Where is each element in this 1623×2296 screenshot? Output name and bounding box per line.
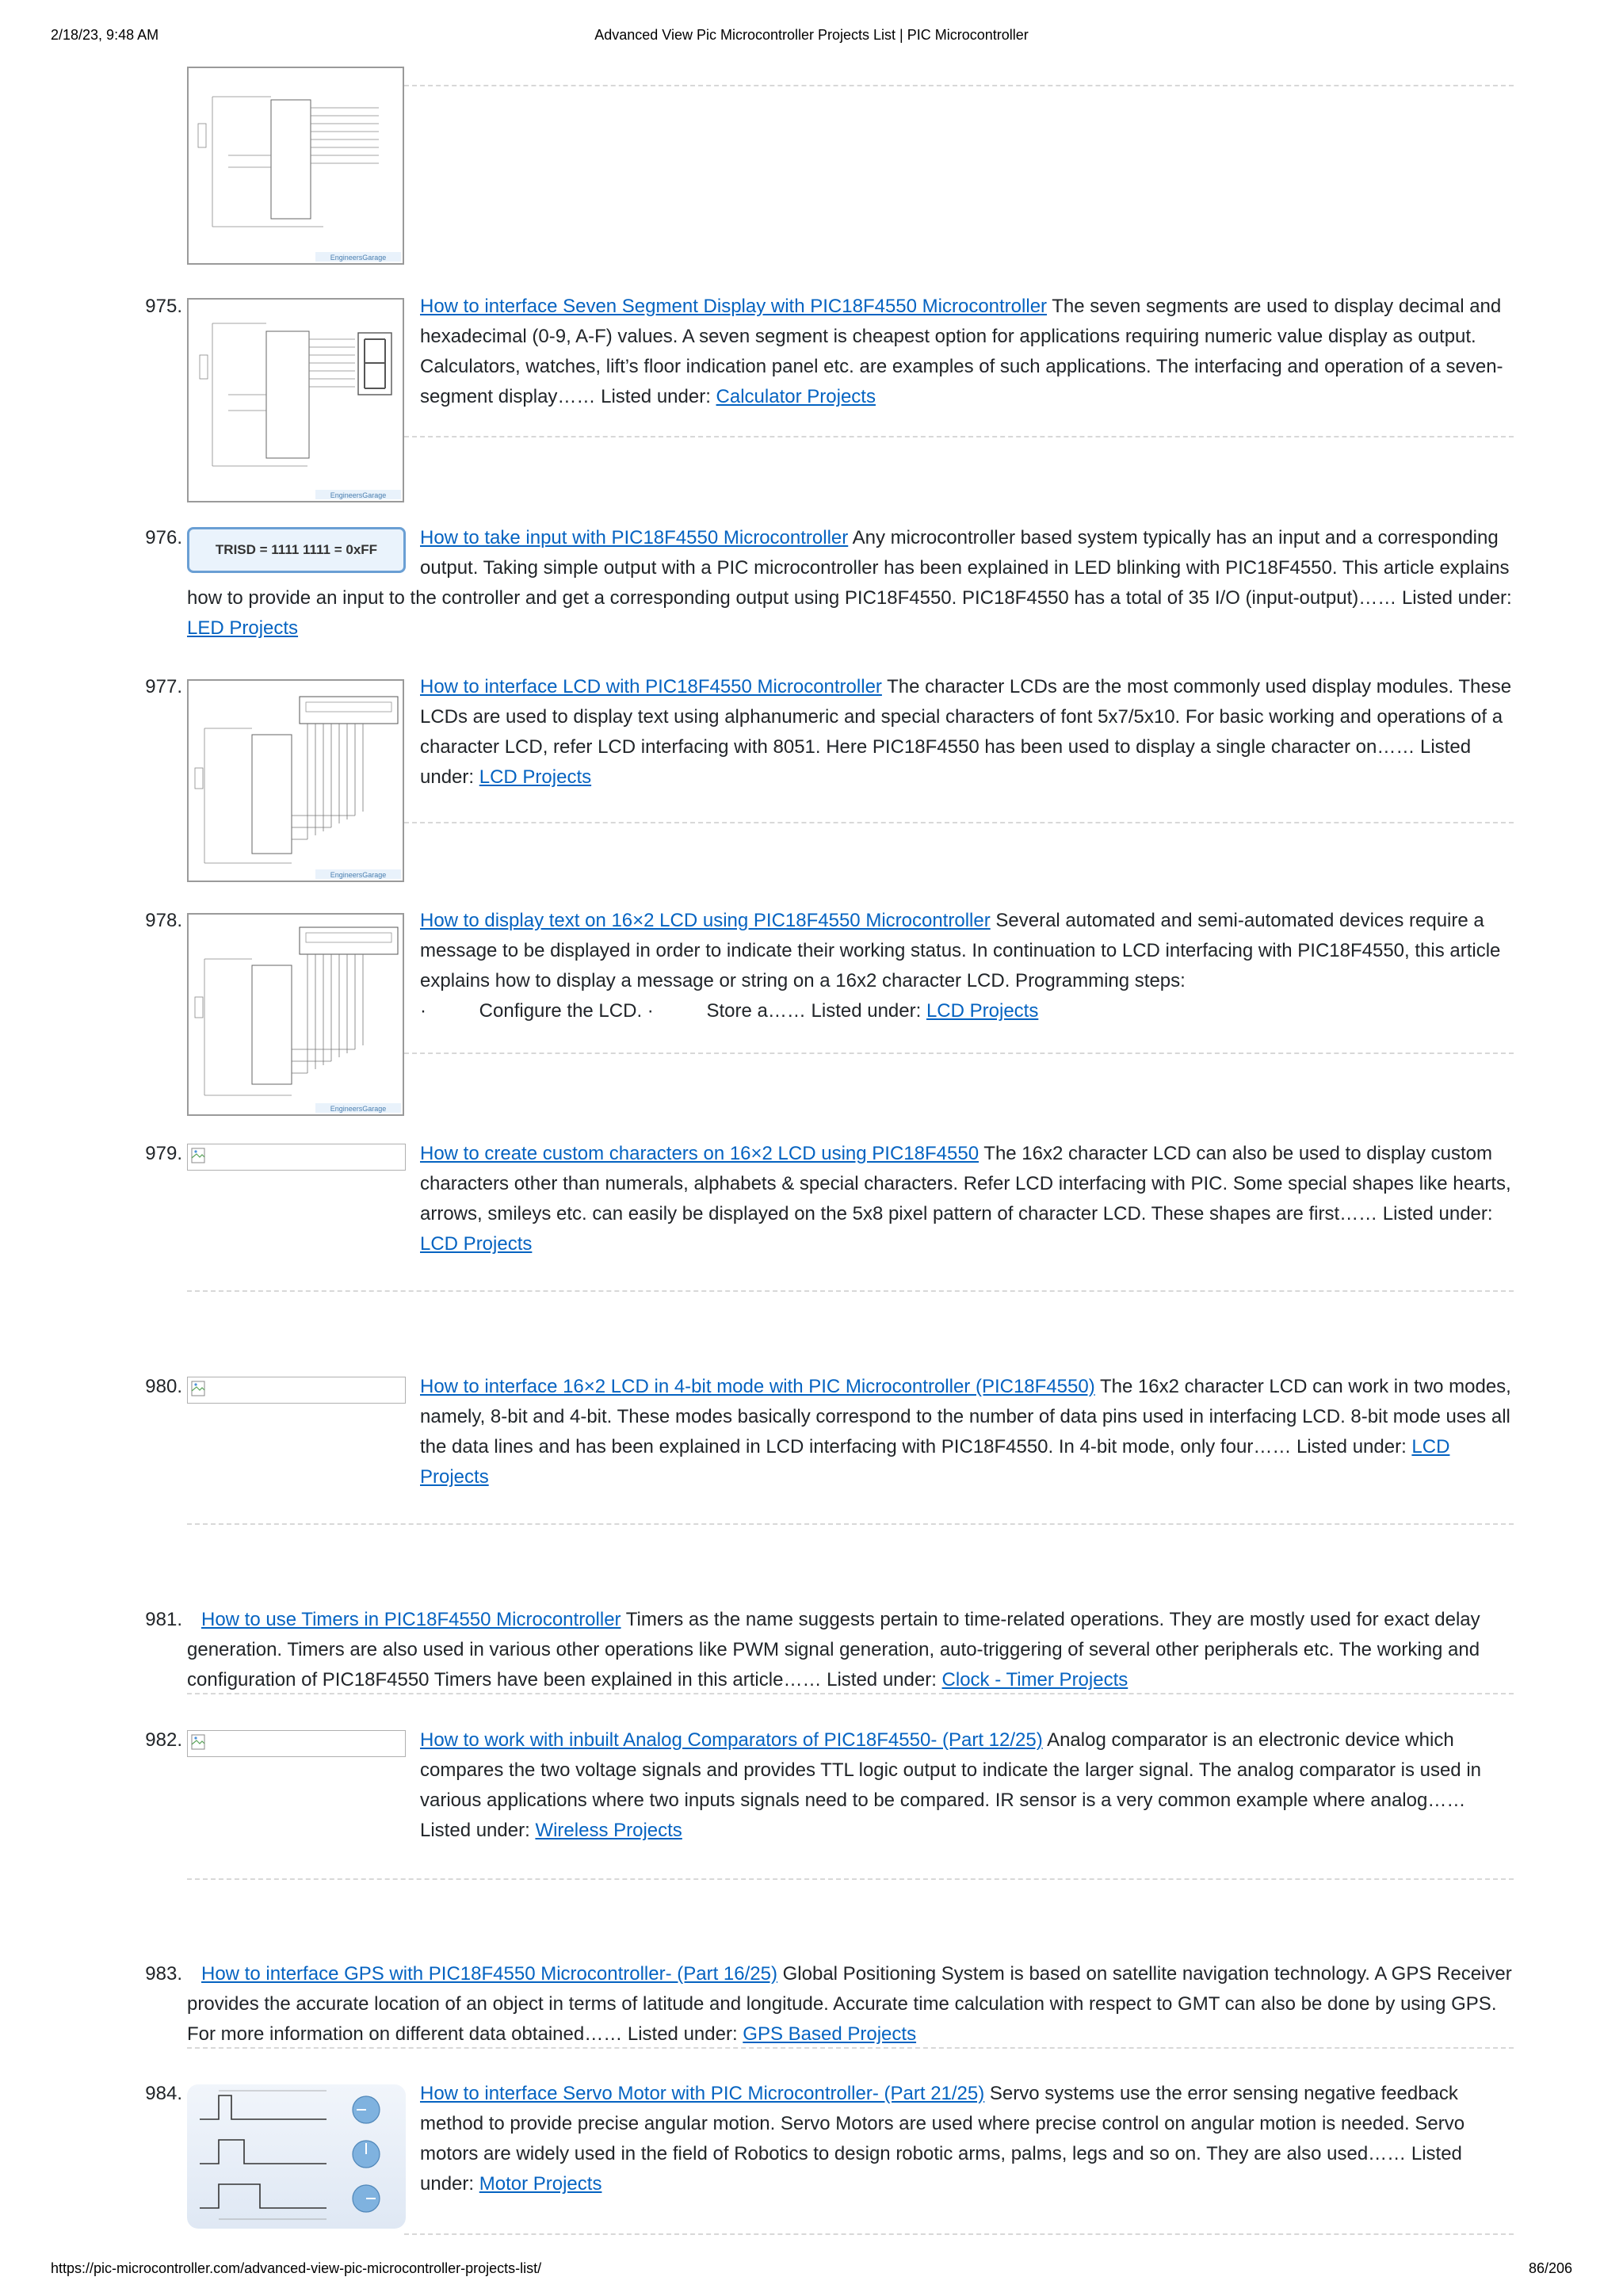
category-link[interactable]: LCD Projects xyxy=(420,1233,533,1255)
separator xyxy=(187,1878,1514,1880)
entry-title-link[interactable]: How to interface LCD with PIC18F4550 Microcontroller xyxy=(420,676,882,697)
entry-description: Several automated and semi-automated devices require a message to be displayed in order to indicate their working status. In continuation to LCD interfacing with PIC18F4550, this article explains how to display a message or string on a 16x2 character LCD. Programming steps: xyxy=(420,910,1501,991)
entry-text xyxy=(420,672,1514,793)
circuit-thumbnail-top[interactable] xyxy=(187,67,404,265)
entry-number: 984. xyxy=(145,2083,182,2104)
separator xyxy=(404,1052,1514,1054)
servo-pulse-diagram-icon xyxy=(187,2084,406,2229)
entry-description: Servo systems use the error sensing negative feedback method to provide precise angular motion. Servo Motors are used where precise control on angular motion is needed. Servo motors are widely used in the field of Robotics to design robotic arms, palms, legs and so on. They are also used…… xyxy=(420,2083,1465,2164)
listed-under-label: Listed under: xyxy=(420,736,1472,788)
listed-under-label: Listed under: xyxy=(1296,1436,1407,1457)
listed-under-label: Listed under: xyxy=(811,1000,922,1022)
entry-number: 983. xyxy=(145,1963,182,1985)
entry-number: 982. xyxy=(145,1729,182,1751)
listed-under-label: Listed under: xyxy=(420,1820,530,1841)
entry-number: 980. xyxy=(145,1376,182,1397)
entry-number: 977. xyxy=(145,676,182,697)
broken-image-icon xyxy=(190,1147,208,1164)
entry-text xyxy=(420,1139,1514,1259)
entry-title-link[interactable]: How to create custom characters on 16×2 LCD using PIC18F4550 xyxy=(420,1143,980,1164)
entry-title-link[interactable]: How to interface 16×2 LCD in 4-bit mode with PIC Microcontroller (PIC18F4550) xyxy=(420,1376,1095,1397)
broken-image-thumbnail[interactable] xyxy=(187,1144,406,1171)
circuit-diagram-icon xyxy=(189,681,403,881)
print-page-title: Advanced View Pic Microcontroller Projects List | PIC Microcontroller xyxy=(594,27,1029,43)
entry-title-link[interactable]: How to use Timers in PIC18F4550 Microcontroller xyxy=(201,1609,621,1630)
thumbnail-watermark: EngineersGarage xyxy=(330,1105,387,1113)
entry-number: 975. xyxy=(145,296,182,317)
entry-thumbnail[interactable] xyxy=(187,2084,406,2229)
entry-text xyxy=(420,292,1514,412)
thumbnail-caption: TRISD = 1111 1111 = 0xFF xyxy=(215,542,378,557)
category-link[interactable]: LCD Projects xyxy=(420,1436,1450,1488)
category-link[interactable]: LED Projects xyxy=(187,617,299,639)
entry-text xyxy=(187,1605,1514,1695)
entry-title-link[interactable]: How to display text on 16×2 LCD using PIC18F4550 Microcontroller xyxy=(420,910,991,931)
category-link[interactable]: GPS Based Projects xyxy=(743,2023,917,2045)
entry-title-link[interactable]: How to interface Servo Motor with PIC Microcontroller- (Part 21/25) xyxy=(420,2083,985,2104)
entry-title-link[interactable]: How to work with inbuilt Analog Comparators of PIC18F4550- (Part 12/25) xyxy=(420,1729,1043,1751)
entry-number: 976. xyxy=(145,527,182,548)
entry-text xyxy=(420,2079,1514,2199)
entry-description-steps: · Configure the LCD. · Store a…… xyxy=(420,1000,806,1022)
category-link[interactable]: LCD Projects xyxy=(479,766,592,788)
entry-text xyxy=(420,1372,1514,1492)
separator xyxy=(404,85,1514,86)
separator xyxy=(404,436,1514,437)
entry-text xyxy=(420,1725,1514,1846)
category-link[interactable]: LCD Projects xyxy=(926,1000,1039,1022)
print-url: https://pic-microcontroller.com/advanced-view-pic-microcontroller-projects-list/ xyxy=(51,2260,542,2276)
entry-description: Timers as the name suggests pertain to time-related operations. They are mostly used for exact delay generation. Timers are also used in various other operations like PWM signal generation, auto-triggering of several other peripherals etc. The working and configuration of PIC18F4550 Timers have been explained in this article…… xyxy=(187,1609,1480,1690)
entry-description: Global Positioning System is based on satellite navigation technology. A GPS Receiver provides the accurate location of an object in terms of latitude and longitude. Accurate time calculation with respect to GMT can also be done by using GPS. For more information on different data obtained…… xyxy=(187,1963,1512,2045)
broken-image-icon xyxy=(190,1733,208,1751)
category-link[interactable]: Wireless Projects xyxy=(535,1820,682,1841)
print-page-number: 86/206 xyxy=(1528,2260,1572,2276)
entry-title-link[interactable]: How to interface GPS with PIC18F4550 Microcontroller- (Part 16/25) xyxy=(201,1963,777,1985)
entry-description: The seven segments are used to display decimal and hexadecimal (0-9, A-F) values. A seven segment is cheapest option for applications requiring numeric value display as output. Calculators, watches, lift’s floor indication panel etc. are examples of such applications. The interfacing and operation of a seven-segment display…… xyxy=(420,296,1503,407)
entry-number: 979. xyxy=(145,1143,182,1164)
listed-under-label: Listed under: xyxy=(601,386,711,407)
entry-text xyxy=(187,1959,1514,2050)
entry-description: Analog comparator is an electronic device which compares the two voltage signals and provides TTL logic output to indicate the larger signal. The analog comparator is used in various applications where two inputs signals need to be compared. IR sensor is a very common example where analog…… xyxy=(420,1729,1481,1811)
separator xyxy=(404,822,1514,823)
entry-title-link[interactable]: How to take input with PIC18F4550 Microcontroller xyxy=(420,527,849,548)
category-link[interactable]: Clock - Timer Projects xyxy=(941,1669,1128,1690)
separator xyxy=(187,1290,1514,1292)
separator xyxy=(187,1523,1514,1525)
entry-number: 981. xyxy=(145,1609,182,1630)
listed-under-label: Listed under: xyxy=(627,2023,738,2045)
print-footer xyxy=(0,2260,1623,2279)
category-link[interactable]: Calculator Projects xyxy=(716,386,876,407)
thumbnail-watermark: EngineersGarage xyxy=(330,491,387,499)
category-link[interactable]: Motor Projects xyxy=(479,2173,602,2195)
entry-description: The 16x2 character LCD can work in two modes, namely, 8-bit and 4-bit. These modes basically correspond to the number of data pins used in interfacing LCD. 8-bit mode uses all the data lines and has been explained in LCD interfacing with PIC18F4550. In 4-bit mode, only four…… xyxy=(420,1376,1511,1457)
entry-description: Any microcontroller based system typically has an input and a corresponding output. Taking simple output with a PIC microcontroller has been explained in LED blinking with PIC18F4550. This article explains how to provide an input to the controller and get a corresponding output using PIC18F4550. PIC18F4550 has a total of 35 I/O (input-output)…… xyxy=(187,527,1510,609)
entry-thumbnail[interactable] xyxy=(187,679,404,882)
broken-image-thumbnail[interactable] xyxy=(187,1377,406,1404)
listed-under-label: Listed under: xyxy=(1401,587,1512,609)
listed-under-label: Listed under: xyxy=(420,2143,1462,2195)
entry-description: The 16x2 character LCD can also be used to display custom characters other than numerals, alphabets & special characters. Refer LCD interfacing with PIC. Some special shapes like hearts, arrows, smileys etc. can easily be displayed on the 5x8 pixel pattern of character LCD. These shapes are first…… xyxy=(420,1143,1511,1224)
listed-under-label: Listed under: xyxy=(827,1669,937,1690)
circuit-diagram-icon xyxy=(189,300,403,501)
broken-image-thumbnail[interactable] xyxy=(187,1730,406,1757)
entry-description: The character LCDs are the most commonly used display modules. These LCDs are used to display text using alphanumeric and special characters of font 5x7/5x10. For basic working and operations of a character LCD, refer LCD interfacing with 8051. Here PIC18F4550 has been used to display a single character on…… xyxy=(420,676,1512,758)
broken-image-icon xyxy=(190,1380,208,1397)
listed-under-label: Listed under: xyxy=(1382,1203,1493,1224)
entry-number: 978. xyxy=(145,910,182,931)
thumbnail-watermark: EngineersGarage xyxy=(330,254,387,262)
print-header xyxy=(0,27,1623,46)
separator xyxy=(187,1693,1514,1694)
entry-thumbnail[interactable] xyxy=(187,527,406,573)
separator xyxy=(404,2233,1514,2235)
circuit-diagram-icon xyxy=(189,915,403,1114)
entry-text xyxy=(420,906,1514,1026)
entry-title-link[interactable]: How to interface Seven Segment Display with PIC18F4550 Microcontroller xyxy=(420,296,1048,317)
entry-thumbnail[interactable] xyxy=(187,913,404,1116)
separator xyxy=(187,2047,1514,2049)
circuit-diagram-icon xyxy=(189,68,403,263)
entry-thumbnail[interactable] xyxy=(187,298,404,502)
thumbnail-watermark: EngineersGarage xyxy=(330,871,387,879)
print-datetime: 2/18/23, 9:48 AM xyxy=(51,27,159,43)
